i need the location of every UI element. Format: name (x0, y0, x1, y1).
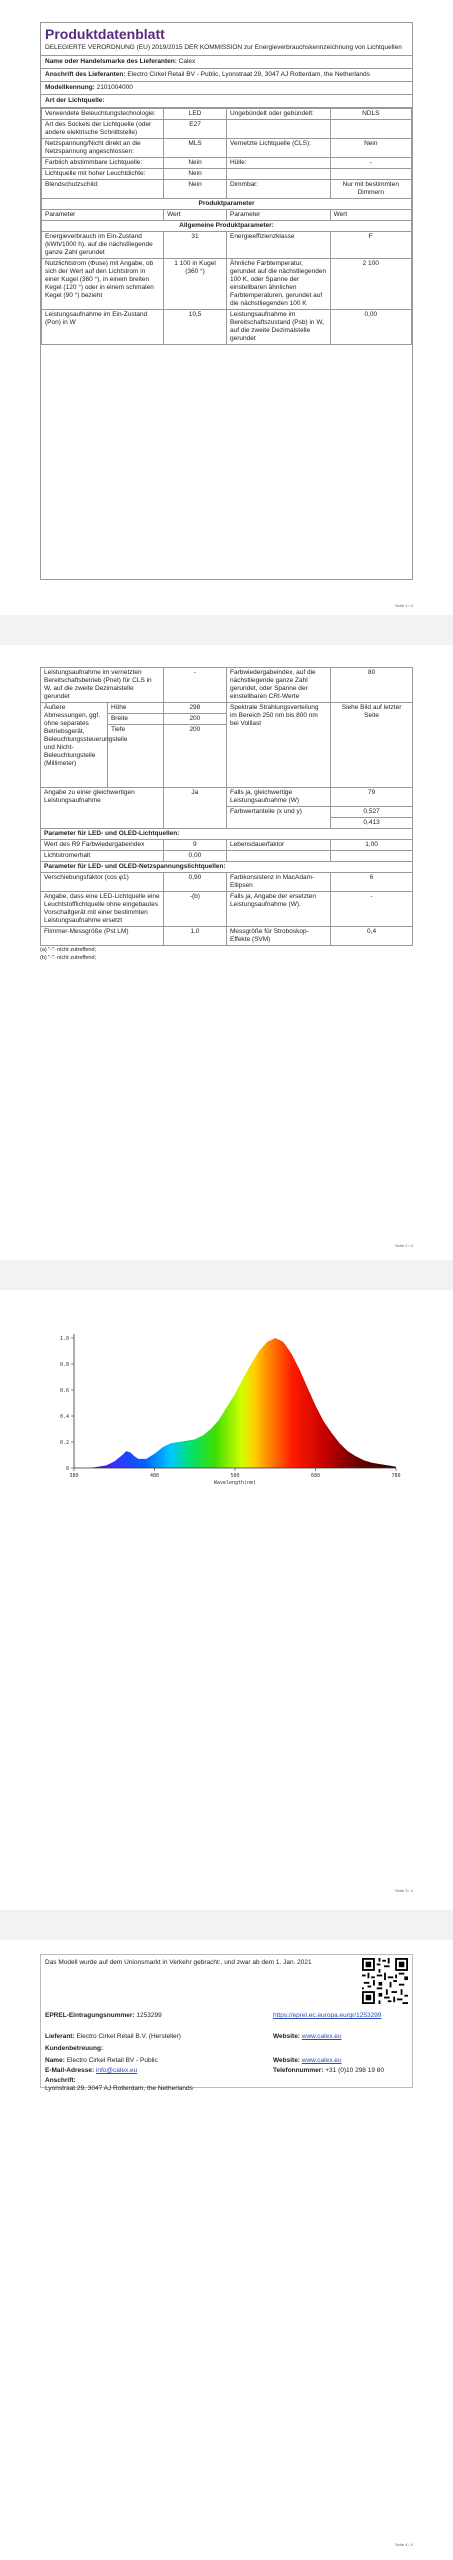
value-cell: - (163, 668, 226, 703)
equiv-side-value: 79 (331, 788, 413, 807)
service-name-line (45, 2057, 158, 2064)
spectral-value: Siehe Bild auf letzter Seite (331, 703, 413, 788)
table-row (41, 703, 413, 714)
y-tick-label: 0.2 (59, 1440, 69, 1446)
page-number: Seite 1 / 4 (394, 603, 413, 608)
address-value: Lyonstraat 29, 3047 AJ Rotterdam, the Netherlands (45, 2085, 193, 2092)
table-row (41, 851, 413, 862)
table-row (42, 232, 412, 259)
footnote-b: (b) "-": nicht zutreffend; (40, 955, 97, 961)
flicker-label: Flimmer-Messgröße (Pst LM) (41, 927, 164, 946)
model-label: Modellkennung: (45, 84, 95, 91)
type-cell: E27 (164, 120, 227, 139)
maint-value: 0,00 (163, 851, 226, 862)
service-website-label: Website: (273, 2057, 300, 2064)
supplier-label: Lieferant: (45, 2033, 75, 2040)
table-row (42, 169, 412, 180)
type-cell (226, 120, 330, 139)
type-cell: - (330, 158, 411, 169)
x-axis-label: Wavelength(nm) (213, 1480, 257, 1486)
x-tick-label: 680 (310, 1473, 321, 1479)
website-label: Website: (273, 2033, 300, 2040)
param-cell: Leistungsaufnahme im vernetzten Bereitschaftsbetrieb (Pnet) für CLS in W, auf die zweite Dezimalstelle gerundet (41, 668, 164, 703)
value-cell: 31 (164, 232, 227, 259)
general-header: Allgemeine Produktparameter: (42, 221, 412, 232)
general-header-row (42, 221, 412, 232)
supplier-address-row (41, 69, 412, 82)
phone-label: Telefonnummer: (273, 2067, 324, 2074)
type-cell: Dimmbar: (226, 180, 330, 199)
page-1 (0, 0, 453, 615)
y-tick-label: 0.8 (59, 1362, 69, 1368)
y-tick-label: 0 (65, 1466, 69, 1472)
consistency-value: 6 (331, 873, 413, 892)
footnote-a: (a) "-": nicht zutreffend; (40, 947, 97, 953)
col-param: Parameter (226, 210, 330, 221)
page-number: Seite 3 / 4 (394, 1888, 413, 1893)
page-number: Seite 2 / 4 (394, 1243, 413, 1248)
supplier-name-value: Calex (178, 58, 196, 65)
r9-label: Wert des R9 Farbwiedergabeindex (41, 840, 164, 851)
value-cell: 0,00 (330, 310, 411, 345)
params-col-header-row (42, 210, 412, 221)
page-2 (0, 645, 453, 1260)
type-cell (330, 169, 411, 180)
type-cell: Vernetzte Lichtquelle (CLS): (226, 139, 330, 158)
type-header: Art der Lichtquelle: (41, 95, 412, 108)
service-website-line (273, 2057, 342, 2064)
equiv-value: Ja (163, 788, 226, 829)
eprel-link[interactable]: https://eprel.ec.europa.eu/qr/1253299 (273, 2012, 382, 2019)
type-cell: Nur mit bestimmten Dimmern (330, 180, 411, 199)
replace-value: -(b) (163, 892, 226, 927)
param-cell: Leistungsaufnahme im Bereitschaftszustand (Psb) in W, auf die zweite Dezimalstelle gerundet (226, 310, 330, 345)
table-row (42, 310, 412, 345)
website-line (273, 2033, 342, 2040)
table-row (42, 139, 412, 158)
page-3 (0, 1290, 453, 1910)
lifetime-label: Lebensdauerfaktor (226, 840, 330, 851)
qr-code (362, 1958, 408, 2004)
service-website-link[interactable]: www.calex.eu (301, 2057, 342, 2064)
table-row (41, 927, 413, 946)
model-value: 2101004000 (96, 84, 133, 91)
supplier-address-label: Anschrift des Lieferanten: (45, 71, 126, 78)
replace-side-value: - (331, 892, 413, 927)
type-cell: MLS (164, 139, 227, 158)
param-cell: Ähnliche Farbtemperatur, gerundet auf die nächstliegenden 100 K, oder Spanne der einstellbaren ähnlichen Farbtemperaturen, gerundet auf die nächstliegenden 100 K (226, 259, 330, 310)
x-tick-label: 380 (69, 1473, 79, 1479)
service-name-value: Electro Cirkel Retail BV - Public (66, 2057, 158, 2064)
params-header-row (42, 199, 412, 210)
regulation-subtitle: DELEGIERTE VERORDNUNG (EU) 2019/2015 DER KOMMISSION zur Energieverbrauchskennzeichnung von Lichtquellen (41, 44, 412, 56)
page-4-frame (40, 1954, 413, 2092)
led-oled-header-row (41, 829, 413, 840)
empty-cell (226, 851, 330, 862)
param-cell: Farbwiedergabeindex, auf die nächstliegende ganze Zahl gerundet, oder Spanne der einstellbaren CRI-Werte (226, 668, 330, 703)
table-row (41, 892, 413, 927)
table-row (41, 788, 413, 807)
address-label: Anschrift: (45, 2077, 76, 2084)
service-header: Kundenbetreuung: (45, 2045, 104, 2052)
type-cell: Netzspannung/Nicht direkt an die Netzspannung angeschlossen: (42, 139, 164, 158)
page-2-frame (40, 667, 413, 1124)
phone-value: +31 (0)10 298 19 80 (325, 2067, 384, 2074)
pf-label: Verschiebungsfaktor (cos φ1) (41, 873, 164, 892)
type-table (41, 108, 412, 345)
flicker-value: 1,0 (163, 927, 226, 946)
value-cell: 1 100 in Kugel (360 °) (164, 259, 227, 310)
chart-plot-area (60, 1334, 401, 1486)
table-row (42, 120, 412, 139)
market-intro: Das Modell wurde auf dem Unionsmarkt in Verkehr gebracht:, und zwar ab dem 1. Jan. 2021 (45, 1959, 312, 1966)
email-label: E-Mail-Adresse: (45, 2067, 95, 2074)
table-row (41, 873, 413, 892)
eprel-block (45, 2011, 162, 2020)
params-header: Produktparameter (42, 199, 412, 210)
spectral-distribution-chart (0, 1290, 453, 1910)
col-param: Parameter (42, 210, 164, 221)
chroma-y: 0,413 (331, 818, 413, 829)
supplier-address-value: Electro Cirkel Retail BV - Public, Lyonstraat 29, 3047 AJ Rotterdam, the Netherlands (127, 71, 370, 78)
param-cell: Nutzlichtstrom (Φuse) mit Angabe, ob sich der Wert auf den Lichtstrom in einer Kugel (360 °), in einem breiten Kegel (120 °) oder in einem schmalen Kegel (90 °) bezieht (42, 259, 164, 310)
supplier-name-label: Name oder Handelsmarke des Lieferanten: (45, 58, 177, 65)
table-row (42, 109, 412, 120)
mains-header-row (41, 862, 413, 873)
type-cell: Farblich abstimmbare Lichtquelle: (42, 158, 164, 169)
dims-label: Äußere Abmessungen, ggf. ohne separates Betriebsgerät, Beleuchtungssteuerungsteile und Nicht-Beleuchtungsteile (Millimeter) (41, 703, 108, 788)
supplier-value: Electro Cirkel Retail B.V. (Hersteller) (76, 2033, 181, 2040)
params-table-continued (40, 667, 413, 946)
value-cell: 10,5 (164, 310, 227, 345)
type-cell: Nein (164, 169, 227, 180)
x-tick-label: 480 (149, 1473, 160, 1479)
eprel-value: 1253299 (136, 2012, 162, 2019)
type-cell: Lichtquelle mit hoher Leuchtdichte: (42, 169, 164, 180)
eprel-label: EPREL-Eintragungsnummer: (45, 2012, 135, 2019)
table-row (41, 840, 413, 851)
equiv-label: Angabe zu einer gleichwertigen Leistungsaufnahme (41, 788, 164, 829)
page-number: Seite 4 / 4 (394, 2542, 413, 2547)
type-cell: Nein (330, 139, 411, 158)
type-cell: Blendschutzschild: (42, 180, 164, 199)
pf-value: 0,90 (163, 873, 226, 892)
x-tick-label: 780 (391, 1473, 401, 1479)
col-value: Wert (164, 210, 227, 221)
supplier-line (45, 2033, 181, 2040)
supplier-name-row (41, 56, 412, 69)
empty-cell (331, 851, 413, 862)
type-cell: Verwendete Beleuchtungstechnologie: (42, 109, 164, 120)
equiv-side-label: Falls ja, gleichwertige Leistungsaufnahme (W) (226, 788, 330, 807)
consistency-label: Farbkonsistenz in MacAdam-Ellipsen (226, 873, 330, 892)
type-cell: LED (164, 109, 227, 120)
y-tick-label: 0.4 (59, 1414, 69, 1420)
mains-header: Parameter für LED- und OLED-Netzspannungslichtquellen: (41, 862, 413, 873)
strobo-value: 0,4 (331, 927, 413, 946)
service-name-label: Name: (45, 2057, 65, 2064)
email-link[interactable]: info@calex.eu (95, 2067, 138, 2074)
table-row (42, 158, 412, 169)
param-cell: Leistungsaufnahme im Ein-Zustand (Pon) in W (42, 310, 164, 345)
type-cell: Hülle: (226, 158, 330, 169)
dim-width-label: Breite (107, 714, 163, 725)
page-title: Produktdatenblatt (45, 26, 165, 42)
value-cell: 80 (331, 668, 413, 703)
dim-height-value: 298 (163, 703, 226, 714)
led-oled-header: Parameter für LED- und OLED-Lichtquellen: (41, 829, 413, 840)
param-cell: Energieeffizienzklasse (226, 232, 330, 259)
chroma-label: Farbwertanteile (x und y) (226, 807, 330, 829)
r9-value: 9 (163, 840, 226, 851)
value-cell: F (330, 232, 411, 259)
type-cell: Art des Sockels der Lichtquelle (oder andere elektrische Schnittstelle) (42, 120, 164, 139)
type-cell: Nein (164, 158, 227, 169)
lifetime-value: 1,00 (331, 840, 413, 851)
value-cell: 2 100 (330, 259, 411, 310)
y-tick-label: 0.6 (59, 1388, 69, 1394)
table-row (42, 180, 412, 199)
col-value: Wert (330, 210, 411, 221)
dim-depth-label: Tiefe (107, 725, 163, 788)
chroma-x: 0,527 (331, 807, 413, 818)
model-row (41, 82, 412, 95)
maint-label: Lichtstromerhalt (41, 851, 164, 862)
table-row (42, 259, 412, 310)
replace-label: Angabe, dass eine LED-Lichtquelle eine Leuchtstofflichtquelle ohne eingebautes Vorschaltgerät mit einer bestimmten Leistungsaufnahme ersetzt (41, 892, 164, 927)
type-cell (330, 120, 411, 139)
page-4 (0, 1940, 453, 2560)
address-block (45, 2077, 193, 2093)
website-link[interactable]: www.calex.eu (301, 2033, 342, 2040)
type-cell (226, 169, 330, 180)
x-tick-label: 580 (230, 1473, 240, 1479)
replace-side-label: Falls ja, Angabe der ersetzten Leistungsaufnahme (W). (226, 892, 330, 927)
type-cell: Nein (164, 180, 227, 199)
dim-height-label: Höhe (107, 703, 163, 714)
y-tick-label: 1.0 (59, 1336, 69, 1342)
type-cell: NDLS (330, 109, 411, 120)
spectrum-area (74, 1338, 396, 1468)
phone-line (273, 2067, 384, 2074)
dim-depth-value: 200 (163, 725, 226, 788)
type-cell: Ungebündelt oder gebündelt: (226, 109, 330, 120)
strobo-label: Messgröße für Stroboskop-Effekte (SVM) (226, 927, 330, 946)
table-row (41, 668, 413, 703)
email-line (45, 2067, 137, 2074)
page-1-frame (40, 22, 413, 580)
spectral-label: Spektrale Strahlungsverteilung im Bereich 250 nm bis 800 nm bei Volllast (226, 703, 330, 788)
dim-width-value: 200 (163, 714, 226, 725)
param-cell: Energieverbrauch im Ein-Zustand (kWh/1000 h), auf die nächstliegende ganze Zahl gerundet (42, 232, 164, 259)
